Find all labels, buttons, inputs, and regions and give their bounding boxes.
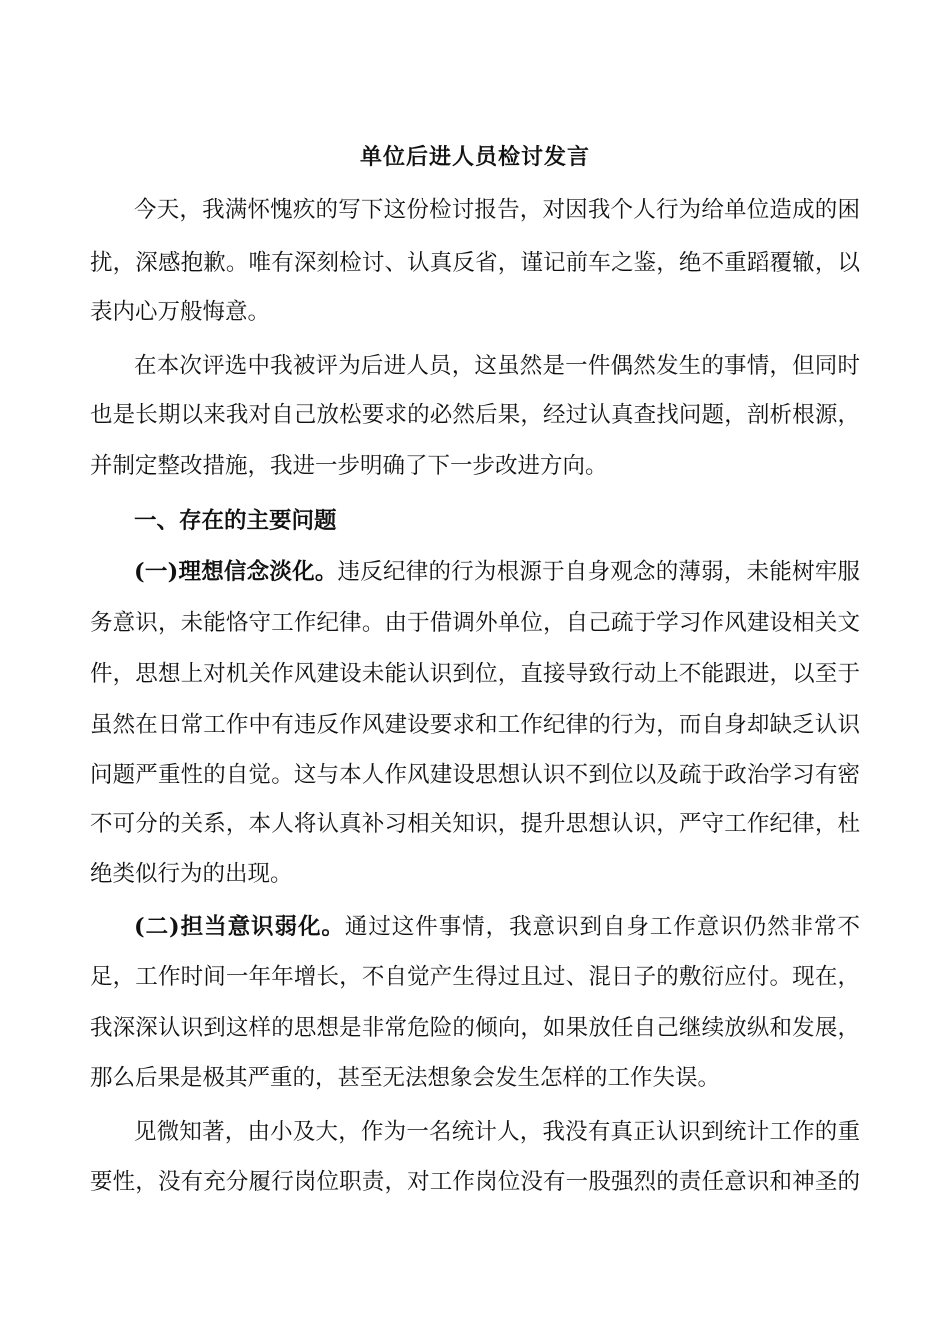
paragraph-line: 在本次评选中我被评为后进人员，这虽然是一件偶然发生的事情，但同时 xyxy=(134,353,860,379)
paragraph-line: 虽然在日常工作中有违反作风建设要求和工作纪律的行为，而自身却缺乏认识 xyxy=(90,712,860,738)
document-title: 单位后进人员检讨发言 xyxy=(359,144,590,170)
item-first-line xyxy=(134,546,860,598)
paragraph-line: 今天，我满怀愧疚的写下这份检讨报告，对因我个人行为给单位造成的困 xyxy=(134,197,860,223)
item-heading: (二)担当意识弱化。 xyxy=(134,914,345,940)
paragraph-line: 件，思想上对机关作风建设未能认识到位，直接导致行动上不能跟进，以至于 xyxy=(90,661,860,687)
paragraph-line: 也是长期以来我对自己放松要求的必然后果，经过认真查找问题，剖析根源， xyxy=(90,402,860,428)
paragraph-line: 要性，没有充分履行岗位职责，对工作岗位没有一股强烈的责任意识和神圣的 xyxy=(90,1169,860,1195)
paragraph-line: 足，工作时间一年年增长，不自觉产生得过且过、混日子的敷衍应付。现在， xyxy=(90,964,860,990)
paragraph-line: 不可分的关系，本人将认真补习相关知识，提升思想认识，严守工作纪律，杜 xyxy=(90,811,860,837)
item-text: 通过这件事情，我意识到自身工作意识仍然非常不 xyxy=(344,914,860,940)
paragraph-line: 务意识，未能恪守工作纪律。由于借调外单位，自己疏于学习作风建设相关文 xyxy=(90,610,860,636)
paragraph-line: 问题严重性的自觉。这与本人作风建设思想认识不到位以及疏于政治学习有密 xyxy=(90,762,860,788)
paragraph-line: 并制定整改措施，我进一步明确了下一步改进方向。 xyxy=(90,453,608,479)
paragraph-line: 我深深认识到这样的思想是非常危险的倾向，如果放任自己继续放纵和发展， xyxy=(90,1015,860,1041)
item-heading: (一)理想信念淡化。 xyxy=(134,559,338,585)
item-first-line xyxy=(134,901,860,953)
paragraph-line: 绝类似行为的出现。 xyxy=(90,861,293,887)
paragraph-line: 见微知著，由小及大，作为一名统计人，我没有真正认识到统计工作的重 xyxy=(134,1119,860,1145)
paragraph-line: 那么后果是极其严重的，甚至无法想象会发生怎样的工作失误。 xyxy=(90,1065,721,1091)
item-text: 违反纪律的行为根源于自身观念的薄弱，未能树牢服 xyxy=(337,559,860,585)
paragraph-line: 表内心万般悔意。 xyxy=(90,299,271,325)
paragraph-line: 扰，深感抱歉。唯有深刻检讨、认真反省，谨记前车之鉴，绝不重蹈覆辙，以 xyxy=(90,250,860,276)
section-heading: 一、存在的主要问题 xyxy=(134,508,337,534)
